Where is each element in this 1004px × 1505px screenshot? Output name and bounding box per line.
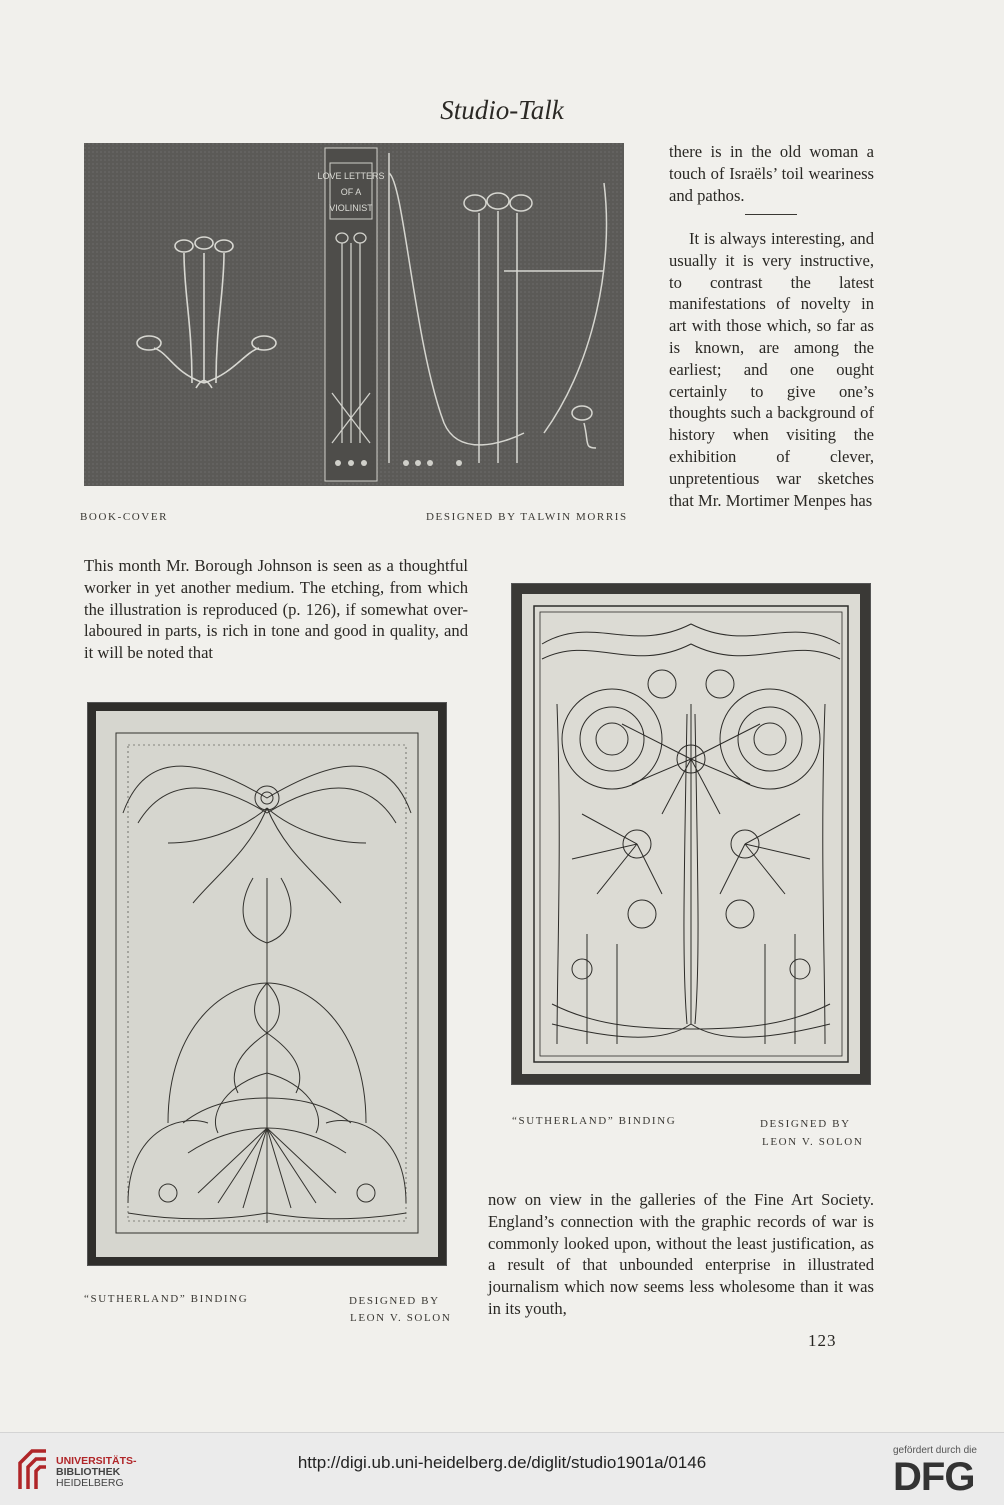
sutherland-left-caption-right-1: DESIGNED BY (349, 1295, 440, 1307)
dfg-logo[interactable]: DFG (893, 1455, 975, 1499)
right-column-top-text: there is in the old woman a touch of Israëls’ toil weariness and pathos. (669, 142, 874, 205)
spine-title-line-2: OF A (340, 187, 362, 197)
spine-title-line-3: VIOLINIST (329, 203, 373, 213)
logo-line-3: HEIDELBERG (56, 1477, 124, 1489)
sutherland-binding-left-image (88, 703, 446, 1265)
right-column-mid-text: It is always interesting, and usually it is very instructive, to contrast the latest manifestations of novelty in art with those which, so far as is known, are among the earliest; and one ought certainly to give one’s thoughts such a background of history when visiting the exhibition of clever, unpretentious war sketches that Mr. Mortimer Menpes has (669, 229, 874, 510)
sutherland-left-caption-left: “SUTHERLAND” BINDING (84, 1293, 249, 1305)
funded-by-label: gefördert durch die (893, 1445, 977, 1456)
book-cover-caption-right: DESIGNED BY TALWIN MORRIS (426, 511, 628, 523)
footer-bar (0, 1432, 1004, 1505)
sutherland-right-caption-left: “SUTHERLAND” BINDING (512, 1115, 677, 1127)
sutherland-binding-right-image (512, 584, 870, 1084)
book-cover-image (84, 143, 624, 486)
logo-line-2: BIBLIOTHEK (56, 1466, 121, 1478)
book-cover-caption-left: BOOK-COVER (80, 511, 169, 523)
spine-title-line-1: LOVE LETTERS (317, 171, 385, 181)
page-header: Studio-Talk (440, 95, 564, 125)
source-url-link[interactable]: http://digi.ub.uni-heidelberg.de/diglit/studio1901a/0146 (297, 1453, 707, 1472)
section-divider (745, 214, 797, 215)
logo-line-1: UNIVERSITÄTS- (56, 1455, 137, 1467)
right-column-bottom-text: now on view in the galleries of the Fine Art Society. England’s connection with the graphic records of war is commonly looked upon, without the least justification, as a result of that unbounded enterprise in illustrated journalism which now seems less wholesome than it was in its youth, (488, 1190, 874, 1318)
sutherland-left-caption-right-2: LEON V. SOLON (350, 1312, 452, 1324)
sutherland-right-caption-right-1: DESIGNED BY (760, 1118, 851, 1130)
left-column-text: This month Mr. Borough Johnson is seen as a thoughtful worker in yet another medium. The etching, from which the illustration is reproduced (p. 126), if somewhat over-laboured in parts, is rich in tone and good in quality, and it will be noted that (84, 556, 468, 663)
page-number: 123 (808, 1331, 837, 1350)
sutherland-right-caption-right-2: LEON V. SOLON (762, 1136, 864, 1148)
